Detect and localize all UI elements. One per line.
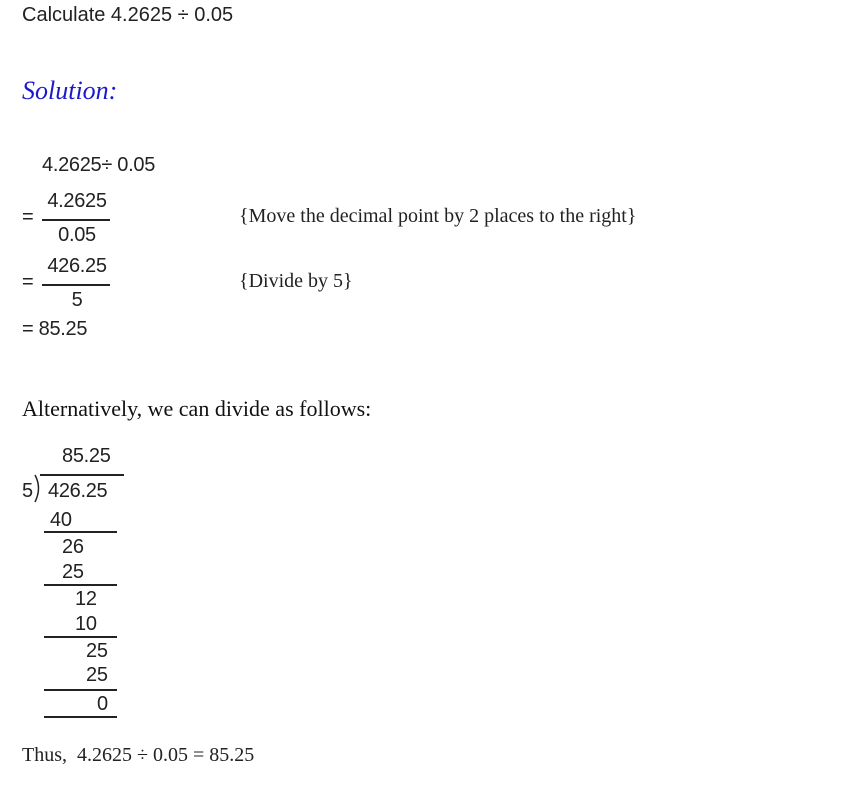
division-bracket xyxy=(33,474,43,504)
fraction-bar xyxy=(42,284,110,286)
division-step: 40 xyxy=(50,509,72,531)
step-note: {Move the decimal point by 2 places to the right} xyxy=(239,205,637,227)
step-result: = 85.25 xyxy=(22,318,88,340)
division-step: 25 xyxy=(86,664,108,686)
division-step: 26 xyxy=(62,536,84,558)
problem-statement: Calculate 4.2625 ÷ 0.05 xyxy=(22,4,234,26)
solution-heading: Solution: xyxy=(22,76,118,105)
fraction-numerator: 426.25 xyxy=(47,255,107,277)
fraction-bar xyxy=(42,219,110,221)
division-vinculum xyxy=(40,474,124,476)
division-rule xyxy=(44,531,117,533)
fraction-denominator: 5 xyxy=(71,289,83,311)
division-rule xyxy=(44,689,117,691)
division-dividend: 426.25 xyxy=(48,480,108,502)
step-expression: 4.2625÷ 0.05 xyxy=(42,154,156,176)
equals-sign: = xyxy=(22,271,34,293)
division-rule xyxy=(44,636,117,638)
division-step: 25 xyxy=(62,561,84,583)
alternative-intro: Alternatively, we can divide as follows: xyxy=(22,396,372,421)
division-step: 12 xyxy=(75,588,97,610)
division-divisor: 5 xyxy=(22,480,33,502)
conclusion: Thus, 4.2625 ÷ 0.05 = 85.25 xyxy=(22,744,255,766)
step-note: {Divide by 5} xyxy=(239,270,353,292)
division-step: 0 xyxy=(97,693,108,715)
fraction-denominator: 0.05 xyxy=(58,224,96,246)
division-step: 10 xyxy=(75,613,97,635)
division-quotient: 85.25 xyxy=(62,445,111,467)
division-rule xyxy=(44,584,117,586)
division-rule xyxy=(44,716,117,718)
equals-sign: = xyxy=(22,206,34,228)
division-step: 25 xyxy=(86,640,108,662)
fraction-numerator: 4.2625 xyxy=(47,190,107,212)
